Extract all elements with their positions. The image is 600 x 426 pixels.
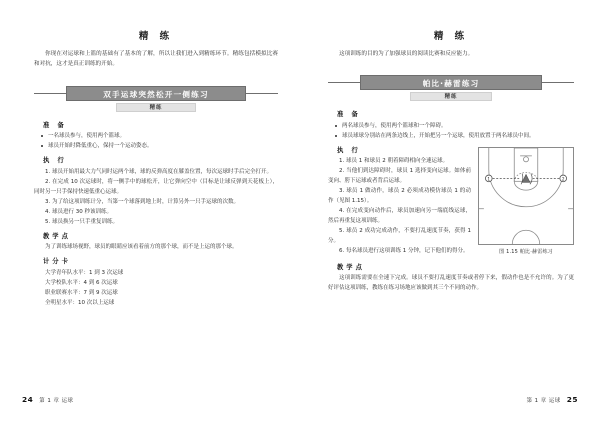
left-execution-heading: 执 行 bbox=[43, 157, 67, 165]
basketball-court-diagram bbox=[478, 147, 574, 245]
left-drill-title-banner bbox=[34, 86, 278, 101]
right-teaching-points-heading: 教学点 bbox=[337, 263, 365, 271]
left-page-footer bbox=[22, 395, 73, 404]
list-item: 两名球员参与，使用两个篮球和一个障碍。 bbox=[328, 121, 574, 131]
court-figure bbox=[478, 147, 574, 255]
list-item: 4. 球员进行 30 秒该训练。 bbox=[45, 208, 112, 215]
right-footer-chapter: 第 1 章 运球 bbox=[526, 398, 561, 404]
left-execution-list bbox=[34, 167, 278, 227]
right-page-content bbox=[300, 28, 600, 386]
right-preparation-list bbox=[328, 121, 574, 141]
left-scorecard-list bbox=[34, 268, 278, 309]
right-intro-paragraph: 这项训练的目的为了加强球员的阅读比赛和反应能力。 bbox=[339, 51, 474, 57]
left-teaching-points-heading: 教学点 bbox=[43, 232, 71, 240]
list-item: 球员开始时降低重心，保持一个运动姿态。 bbox=[34, 141, 278, 151]
list-item: 5. 球员换另一只手重复训练。 bbox=[45, 218, 118, 225]
left-intro-paragraph: 你现在对运球和上篮的基础有了基本的了解，所以让我们进入到精练环节。精练包括模拟比赛和对抗，这才是真正训练的开始。 bbox=[34, 51, 278, 68]
left-preparation-heading: 准 备 bbox=[43, 121, 67, 129]
player-marker-left bbox=[485, 175, 492, 182]
list-item: 5. 球员 2 成功完成动作，不要打乱速度节奏，获得 1 分。 bbox=[328, 228, 471, 245]
left-page-number: 24 bbox=[22, 395, 34, 404]
obstacle-marker bbox=[522, 174, 530, 182]
list-item: 3. 球员 1 做动作，球员 2 必须成功模仿球员 1 的动作（见图 1.15）。 bbox=[328, 188, 471, 205]
left-drill-subtitle: 精练 bbox=[116, 103, 197, 112]
list-item: 6. 每名球员进行这项训练 1 分钟，记下他们的得分。 bbox=[339, 248, 469, 255]
right-teaching-points-paragraph: 这项训练需要在全速下完成。球员不要打乱速度节奏或者停下来，假动作也是不允许的。为了更好评估这项训练，教练在练习场地应该做到其三个不同的动作。 bbox=[328, 275, 574, 292]
right-section-heading: 精 练 bbox=[433, 31, 469, 42]
list-item: 全明星水平：10 次以上运球 bbox=[45, 300, 115, 307]
figure-caption: 图 1.15 帕比·赫雷练习 bbox=[499, 248, 553, 255]
player-marker-right bbox=[560, 175, 567, 182]
left-teaching-points-paragraph: 为了训练球场视野，球员的眼睛应该看着前方的那个球，而不是上运的那个球。 bbox=[45, 244, 238, 251]
list-item: 4. 在完成变向动作后，球员加速向另一端底线运球，然后再重复这项训练。 bbox=[328, 208, 471, 225]
list-item: 大学校队水平：4 到 6 次运球 bbox=[45, 279, 118, 286]
left-section-heading: 精 练 bbox=[138, 31, 174, 42]
left-footer-chapter: 第 1 章 运球 bbox=[39, 398, 74, 404]
right-drill-title-banner bbox=[328, 75, 574, 90]
list-item: 球员球球分别站在两条边线上，开始把另一个运球，使用放置于两名球员中间。 bbox=[328, 131, 574, 141]
left-preparation-list bbox=[34, 131, 278, 151]
list-item: 1. 球员 1 和球员 2 朝着障碍相向全速运球。 bbox=[339, 158, 448, 165]
list-item: 1. 球员开始用最大力气同时运两个球，球的反弹高度在膝盖位置，每次运球时手后完全打开。 bbox=[45, 168, 272, 175]
right-drill-subtitle: 精练 bbox=[410, 92, 491, 101]
list-item: 2. 当他们到达障碍时，球员 1 选择变向运球。如体前变向、胯下运球或者背后运球。 bbox=[328, 168, 471, 185]
right-page bbox=[300, 0, 600, 426]
right-page-number: 25 bbox=[566, 395, 578, 404]
court-svg bbox=[479, 148, 573, 244]
list-item: 大学青年队水平：1 到 3 次运球 bbox=[45, 269, 124, 276]
list-item: 职业联赛水平：7 到 9 次运球 bbox=[45, 290, 118, 297]
right-execution-heading: 执 行 bbox=[337, 146, 361, 154]
player-right-label: 2 bbox=[561, 177, 565, 183]
player-left-label: 1 bbox=[487, 177, 491, 183]
right-preparation-heading: 准 备 bbox=[337, 111, 361, 119]
left-scorecard-heading: 计分卡 bbox=[43, 258, 71, 266]
list-item: 3. 为了给这项训练计分，当第一个球落到地上时，计算另外一只手运球的次数。 bbox=[45, 198, 239, 205]
right-drill-title: 帕比·赫雷练习 bbox=[360, 75, 542, 90]
left-drill-title: 双手运球突然松开一侧练习 bbox=[66, 86, 247, 101]
list-item: 2. 在完成 10 次运球时，将一侧手中的球松开，让它弹向空中（目标是让球反弹到天花板上），同时另一只手保持快速低重心运球。 bbox=[34, 178, 278, 195]
left-page-content bbox=[0, 28, 300, 386]
right-page-footer bbox=[527, 395, 578, 404]
list-item: 一名球员参与，使用两个篮球。 bbox=[34, 131, 278, 141]
